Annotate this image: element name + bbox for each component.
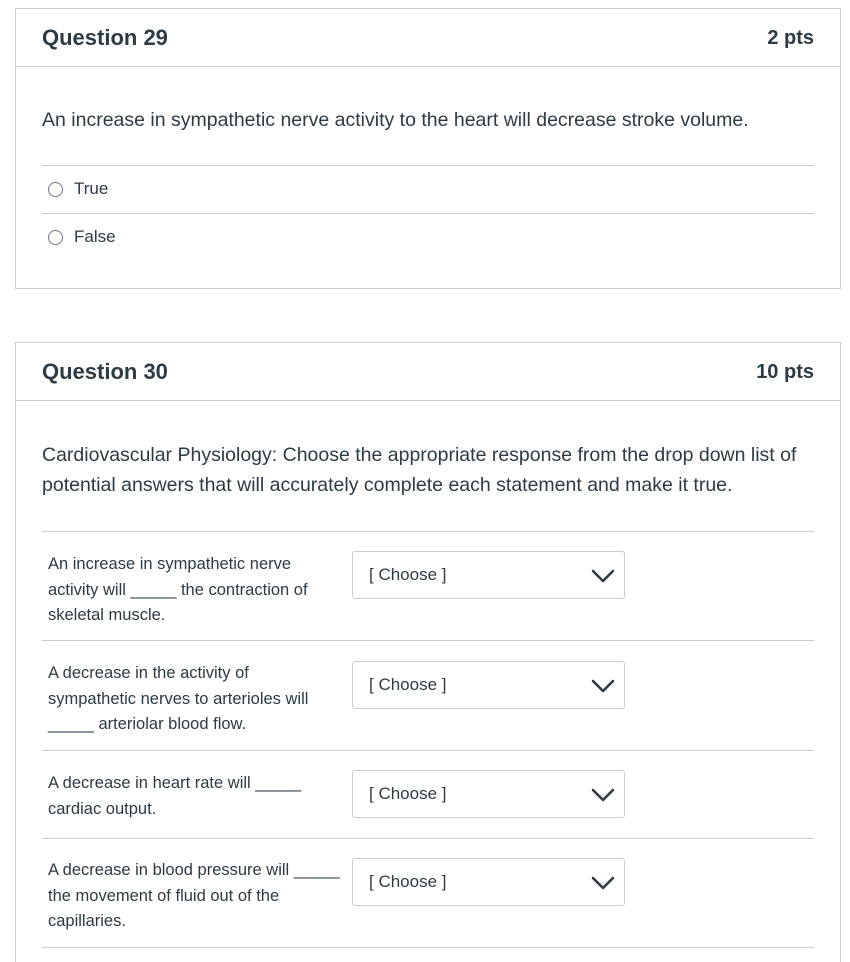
- question-30-text: Cardiovascular Physiology: Choose the appropriate response from the drop down list of potential answers that will accurately complete each statement and make it true.: [42, 444, 797, 496]
- question-30-title: Question 30: [42, 359, 168, 384]
- question-30-header: [16, 343, 840, 401]
- question-29-header: [16, 9, 840, 67]
- radio-button[interactable]: [48, 230, 63, 245]
- answer-label: True: [74, 179, 109, 198]
- answer-dropdown-4[interactable]: [352, 858, 625, 906]
- question-29-text: An increase in sympathetic nerve activity to the heart will decrease stroke volume.: [42, 109, 749, 131]
- answer-dropdown-1[interactable]: [352, 551, 625, 599]
- chevron-down-icon: [590, 677, 616, 695]
- divider: [42, 750, 814, 751]
- chevron-down-icon: [590, 786, 616, 804]
- divider: [42, 165, 814, 166]
- answer-false[interactable]: [48, 225, 116, 249]
- answer-label: False: [74, 227, 116, 246]
- question-29-title: Question 29: [42, 25, 168, 50]
- answer-dropdown-2[interactable]: [352, 661, 625, 709]
- question-30-points: 10 pts: [756, 361, 814, 383]
- divider: [42, 213, 814, 214]
- answer-true[interactable]: [48, 177, 108, 201]
- radio-button[interactable]: [48, 182, 63, 197]
- statement-4: A decrease in blood pressure will _____ the movement of fluid out of the capillaries.: [48, 861, 340, 930]
- chevron-down-icon: [590, 874, 616, 892]
- question-29-points: 2 pts: [767, 27, 814, 49]
- divider: [42, 838, 814, 839]
- divider: [42, 640, 814, 641]
- dropdown-label: [ Choose ]: [369, 675, 447, 694]
- statement-1: An increase in sympathetic nerve activity will _____ the contraction of skeletal muscle.: [48, 555, 308, 624]
- divider: [42, 531, 814, 532]
- dropdown-label: [ Choose ]: [369, 872, 447, 891]
- question-29-card: [15, 8, 841, 289]
- question-30-card: [15, 342, 841, 962]
- statement-2: A decrease in the activity of sympathetic nerves to arterioles will _____ arteriolar blood flow.: [48, 664, 309, 733]
- chevron-down-icon: [590, 567, 616, 585]
- answer-dropdown-3[interactable]: [352, 770, 625, 818]
- dropdown-label: [ Choose ]: [369, 565, 447, 584]
- statement-3: A decrease in heart rate will _____ cardiac output.: [48, 774, 302, 818]
- dropdown-label: [ Choose ]: [369, 784, 447, 803]
